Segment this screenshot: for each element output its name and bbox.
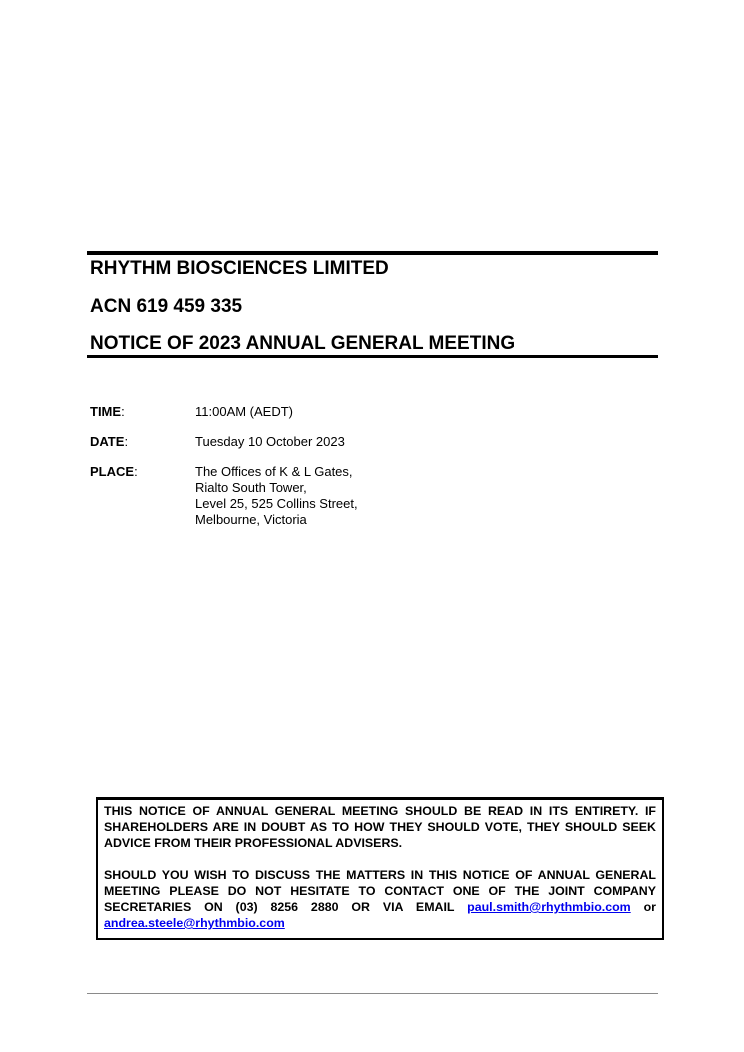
- contact-text: SHOULD YOU WISH TO DISCUSS THE MATTERS IN THIS NOTICE OF ANNUAL GENERAL MEETING PLEASE DO NOT HESITATE TO CONTACT ONE OF THE JOINT COMPANY SECRETARIES ON (03) 8256 2880 OR VIA EMAIL: [104, 868, 656, 914]
- important-notice-box: [96, 797, 664, 940]
- place-line: Level 25, 525 Collins Street,: [195, 496, 358, 511]
- email-connector: or: [643, 900, 656, 914]
- top-rule: [87, 251, 658, 255]
- date-label: DATE: [90, 434, 125, 449]
- footer-rule: [87, 993, 658, 994]
- company-acn: ACN 619 459 335: [90, 296, 243, 317]
- time-label: TIME: [90, 404, 122, 419]
- place-line: Rialto South Tower,: [195, 480, 307, 495]
- date-label-row: DATE:: [90, 434, 129, 449]
- notice-paragraph-contact: [104, 867, 656, 931]
- time-value: 11:00AM (AEDT): [195, 404, 294, 419]
- time-label-row: TIME:: [90, 404, 125, 419]
- place-value: [195, 464, 358, 528]
- place-label: PLACE: [90, 464, 135, 479]
- date-value: Tuesday 10 October 2023: [195, 434, 345, 449]
- email-link-andrea-steele[interactable]: andrea.steele@rhythmbio.com: [104, 916, 285, 930]
- place-line: The Offices of K & L Gates,: [195, 464, 353, 479]
- company-name: RHYTHM BIOSCIENCES LIMITED: [90, 258, 389, 279]
- notice-title: NOTICE OF 2023 ANNUAL GENERAL MEETING: [90, 333, 516, 354]
- email-link-paul-smith[interactable]: paul.smith@rhythmbio.com: [467, 900, 631, 914]
- notice-paragraph-read-entirety: THIS NOTICE OF ANNUAL GENERAL MEETING SHOULD BE READ IN ITS ENTIRETY. IF SHAREHOLDERS ARE IN DOUBT AS TO HOW THEY SHOULD VOTE, THEY SHOULD SEEK ADVICE FROM THEIR PROFESSIONAL ADVISERS.: [104, 804, 656, 850]
- place-line: Melbourne, Victoria: [195, 512, 307, 527]
- heading-rule: [87, 355, 658, 358]
- place-label-row: PLACE:: [90, 464, 138, 479]
